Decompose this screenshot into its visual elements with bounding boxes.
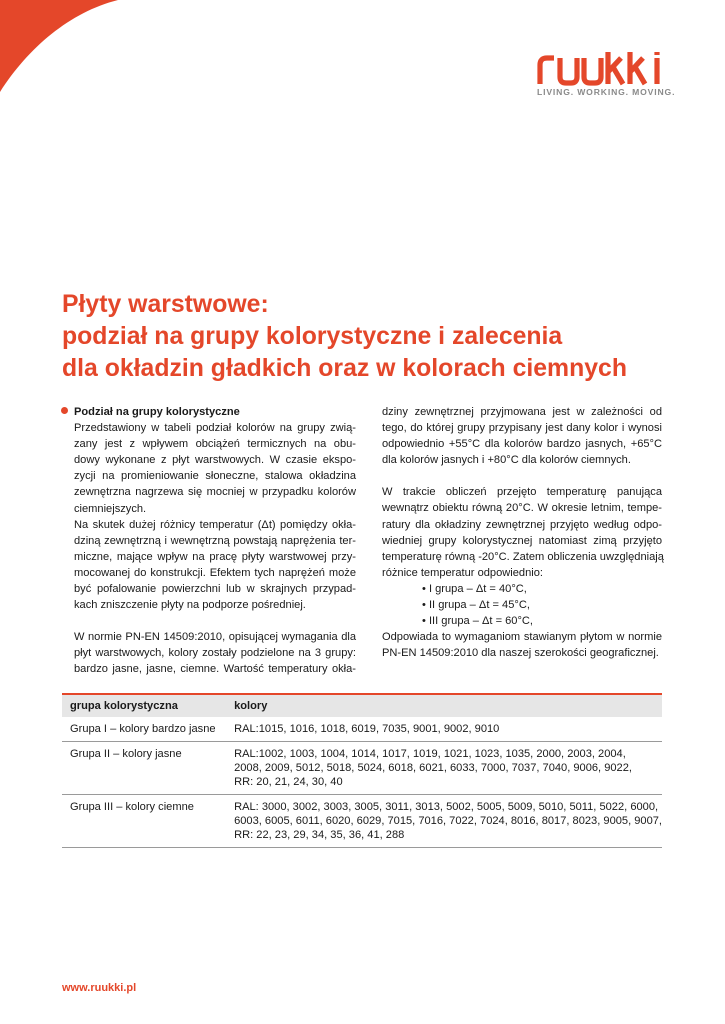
paragraph-line: Na skutek dużej różnicy temperatur (Δt) pomiędzy okła- — [74, 518, 356, 531]
colors-line: RAL:1015, 1016, 1018, 6019, 7035, 9001, 9002, 9010 — [234, 723, 500, 735]
left-text-column — [74, 404, 356, 678]
paragraph-line: temperaturę równą -20°C. Zatem obliczenia uwzględniają — [382, 550, 664, 563]
paragraph-line: zany jest z wpływem obciążeń termicznych na obu- — [74, 438, 356, 451]
group-cell: Grupa III – kolory ciemne — [62, 795, 226, 848]
paragraph-line: mocowanej do konstrukcji. Efektem tych naprężeń może — [74, 566, 356, 579]
colors-line: RAL:1002, 1003, 1004, 1014, 1017, 1019, 1021, 1023, 1035, 2000, 2003, 2004, — [234, 748, 626, 760]
paragraph-line: miczne, mające wpływ na pracę płyty warstwowej przy- — [74, 550, 356, 563]
paragraph-line: ciemniejszych. — [74, 502, 147, 515]
ruukki-wordmark — [537, 52, 665, 86]
title-line: dla okładzin gładkich oraz w kolorach ciemnych — [62, 355, 627, 382]
paragraph-line: wiedniej grupy kolorystycznej natomiast zimą przyjęto — [382, 534, 662, 547]
temperature-item: • III grupa – Δt = 60°C, — [422, 615, 534, 628]
group-cell: Grupa II – kolory jasne — [62, 742, 226, 795]
column-header-group: grupa kolorystyczna — [62, 694, 226, 717]
table-header-row — [62, 694, 662, 717]
color-groups-table — [62, 693, 662, 848]
section-bullet-icon — [61, 407, 68, 414]
colors-cell — [226, 717, 662, 742]
paragraph-line: ratury dla okładziny zewnętrznej przyjęto według odpo- — [382, 518, 662, 531]
colors-line: RR: 20, 21, 24, 30, 40 — [234, 776, 343, 788]
paragraph-line: kach zniszczenie płyty na podporze pośredniej. — [74, 599, 306, 612]
colors-line: RAL: 3000, 3002, 3003, 3005, 3011, 3013, 5002, 5005, 5009, 5010, 5011, 5022, 6000, — [234, 801, 659, 813]
paragraph-line: dziną zewnętrzną i wewnętrzną powstają naprężenia ter- — [74, 534, 356, 547]
section-heading: Podział na grupy kolorystyczne — [74, 406, 240, 418]
paragraph-line: odpowiednio +55°C dla kolorów bardzo jasnych, +65°C — [382, 438, 662, 451]
brand-tagline: LIVING. WORKING. MOVING. — [537, 87, 676, 97]
paragraph-line: Odpowiada to wymaganiom stawianym płytom w normie — [382, 631, 662, 644]
paragraph-line: dowy wykonane z płyt warstwowych. W czasie ekspo- — [74, 454, 356, 467]
corner-swoosh-graphic — [0, 0, 120, 120]
right-text-column — [382, 404, 662, 661]
paragraph-line: różnice temperatur odpowiednio: — [382, 566, 543, 579]
colors-cell — [226, 742, 662, 795]
paragraph-line: bardzo jasne, jasne, ciemne. Wartość temperatury okła- — [74, 663, 356, 676]
paragraph-line: wewnątrz obiektu równą 20°C. W okresie letnim, tempe- — [382, 502, 662, 515]
temperature-item: • II grupa – Δt = 45°C, — [422, 599, 530, 612]
paragraph-line: płyt warstwowych, kolory zostały podzielone na 3 grupy: — [74, 647, 356, 660]
title-line: podział na grupy kolorystyczne i zalecenia — [62, 323, 563, 350]
paragraph-line: PN-EN 14509:2010 dla naszej szerokości geograficznej. — [382, 647, 659, 660]
paragraph-line: dla kolorów jasnych i +80°C dla kolorów ciemnych. — [382, 454, 631, 467]
website-link[interactable]: www.ruukki.pl — [62, 982, 137, 994]
table-row — [62, 742, 662, 795]
paragraph-line: tego, do której grupy przypisany jest dany kolor i wynosi — [382, 422, 662, 435]
table-row — [62, 717, 662, 742]
paragraph-line: zewnętrzna nagrzewa się mocniej w przypadku kolorów — [74, 486, 356, 499]
paragraph-line: W normie PN-EN 14509:2010, opisującej wymagania dla — [74, 631, 356, 644]
temperature-item: • I grupa – Δt = 40°C, — [422, 582, 527, 595]
colors-line: RR: 22, 23, 29, 34, 35, 36, 41, 288 — [234, 829, 405, 841]
title-line: Płyty warstwowe: — [62, 291, 269, 318]
ruukki-logo — [537, 52, 676, 97]
paragraph-line: być pofalowanie powierzchni lub w skrajnych przypad- — [74, 583, 356, 596]
page-title — [62, 289, 682, 385]
paragraph-line: W trakcie obliczeń przejęto temperaturę panująca — [382, 486, 662, 499]
colors-cell — [226, 795, 662, 848]
group-cell: Grupa I – kolory bardzo jasne — [62, 717, 226, 742]
paragraph-line: Przedstawiony w tabeli podział kolorów na grupy zwią- — [74, 422, 356, 435]
colors-line: 2008, 2009, 5012, 5018, 5024, 6018, 6021, 6033, 7000, 7037, 7040, 9006, 9022, — [234, 762, 632, 774]
paragraph-line: zycji na promieniowanie słoneczne, stalowa okładzina — [74, 470, 356, 483]
colors-line: 6003, 6005, 6011, 6020, 6029, 7015, 7016, 7022, 7024, 8016, 8017, 8023, 9005, 9007, — [234, 815, 662, 827]
column-header-colors: kolory — [226, 694, 662, 717]
table-row — [62, 795, 662, 848]
paragraph-line: dziny zewnętrznej przyjmowana jest w zależności od — [382, 406, 662, 418]
